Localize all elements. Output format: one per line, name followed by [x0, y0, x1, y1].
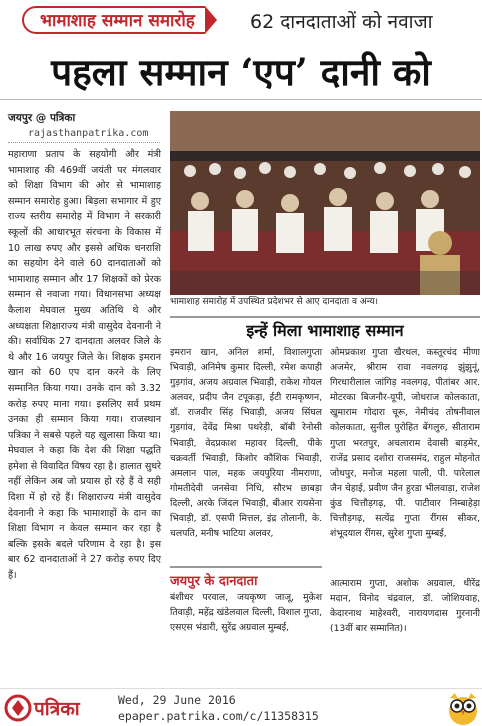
- epaper-link[interactable]: epaper.patrika.com/c/11358315: [118, 709, 319, 723]
- divider: [8, 142, 160, 143]
- article-body: महाराणा प्रताप के सहयोगी और मंत्री भामाशाह की 469वीं जयंती पर मंगलवार को शिक्षा विभाग की ओर से भामाशाह सम्मान समारोह हुआ। बिड़ला सभागार में हुए राज्य स्तरीय समारोह में विभाग ने सरकारी स्कूलों की आधारभूत संरचना के विकास में 10 लाख रुपए और इससे अधिक धनराशि का सहयोग देने वाले 60 दानदाताओं को भामाशाह सम्मान और 17 शिक्षकों को प्रेरक सम्मान से नवाजा गया। विधानसभा अध्यक्ष कैलाश मेघवाल मुख्य अतिथि थे और अध्यक्षता शिक्षाराज्य मंत्री वासुदेव देवनानी ने की। सर्वाधिक 27 दानदाता अलवर जिले के थे और 16 जयपुर जिले के। शिक्षक इमरान खान को 60 एप दान करने के लिए सम्मानित किया गया। उनके दान को 3.32 करोड़ रुपए माना गया। इसलिए सर्व प्रथम उनका ही सम्मान किया गया। राजस्थान पत्रिका ने सबसे पहले यह खुलासा किया था। मेघवाल ने कहा कि देश की शिक्षा पद्धति हमेशा से विवादित विषय रहा है। हालात सुधरे नहीं लेकिन अब जो प्रयास हो रहे हैं वे सही दिशा में हो रहे हैं। शिक्षाराज्य मंत्री वासुदेव देवनानी ने कहा कि भामाशाहों के दान का शिक्षा विभाग न केवल सम्मान कर रहा है बल्कि इसके बदले परिणाम दे रहा है। इस बार 62 दानदाताओं ने 27 करोड़ रुपए दिए हैं।: [8, 149, 161, 582]
- edition-date: Wed, 29 June 2016: [118, 693, 236, 707]
- footer: [0, 688, 482, 726]
- audience-photo-illustration: [170, 111, 480, 295]
- jaipur-donors-column-1: बंशीधर परवाल, जयकृष्ण जाजू, मुकेश तिवाड़ी, महेंद्र खंडेलवाल दिल्ली, विशाल गुप्ता, एसएस भंडारी, सुरेंद्र अग्रवाल मुम्बई,: [170, 592, 322, 634]
- section-title: इन्हें मिला भामाशाह सम्मान: [170, 316, 480, 340]
- patrika-logo: [4, 691, 86, 725]
- dateline: जयपुर @ पत्रिका: [8, 112, 76, 124]
- photo-caption: भामाशाह समारोह में उपस्थित प्रदेशभर से आए दानदाता व अन्य।: [170, 297, 379, 307]
- jaipur-donors-column-2: आत्माराम गुप्ता, अशोक अग्रवाल, धीरेंद्र मदान, विनोद चंद्रवाल, डॉ. जोशियवाह, केदारनाथ माहेश्वरी, नारायणदास गुरनानी (13वीं बार सम्मानित)।: [330, 578, 480, 635]
- event-photo: [170, 111, 480, 295]
- kicker-headline: 62 दानदाताओं को नवाजा: [250, 11, 433, 33]
- kicker-band: [0, 0, 482, 38]
- owl-icon: [446, 690, 480, 726]
- section-kicker: भामाशाह सम्मान समारोह: [22, 6, 205, 34]
- jaipur-donors-title: जयपुर के दानदाता: [170, 566, 322, 588]
- awardee-names-column-1: इमरान खान, अनिल शर्मा, विशालगुप्ता भिवाड़ी, अनिमेष कुमार दिल्ली, रमेश कपाही गुड़गांव, अजय अग्रवाल भिवाड़ी, राकेश गोयल अलवर, प्रदीप जैन टपूकड़ा, ईटी रामकृष्णन, डॉ. राजवीर सिंह भिवाड़ी, अजय सिंघल गुड़गांव, देवेंद्र मिश्रा पथरेड़ी, बॉबी रेनोसी भिवाड़ी, वेदप्रकाश महावर दिल्ली, पीके चक्रवर्ती भिवाड़ी, किशोर कौशिक भिवाड़ी, अमलान पाल, महक जयपुरिया नीमराणा, गोमतीदेवी जनसेवा निधि, सौरभ छाबड़ा दिल्ली, अरके जिंदल भिवाड़ी, बीआर रायसेना भिवाड़ी, डॉ. एसपी मित्तल, इंद्र तोलानी, के. चलपति, मनीष भाटिया अलवर,: [170, 347, 322, 540]
- website-label: rajasthanpatrika.com: [28, 128, 149, 139]
- main-headline: पहला सम्मान ‘एप’ दानी को: [0, 44, 482, 100]
- awardee-names-column-2: ओमप्रकाश गुप्ता खैरथल, कस्तूरचंद मीणा अजमेर, श्रीराम रावा नवलगढ़ झुंझुनूं, गिरधारीलाल जांगिड़ नवलगढ़, पीतांबर आर. मोटरका बिजनौर-यूपी, जोधराज कोलकाता, खुमाराम गोदारा चूरू, नेमीचंद तोषनीवाल कोलकाता, सुनील पुरोहित बेंगलुरु, सीताराम गुप्ता भरतपुर, अचलाराम देवासी बाड़मेर, राजेंद्र प्रसाद दशोरा राजसमंद, राहुल मोहनोत जोधपुर, मनोज महला पाली, पी. पारेलाल जैन चेहाई, प्रवीण जैन हुरडा भीलवाड़ा, राजेश कुंड चित्तौड़गढ़, पी. पाटीवार निम्बाहेड़ा चित्तौड़गढ़, सत्येंद्र गुप्ता रींगस सीकर, शंभूदयाल रींगस, सुरेश गुप्ता मुम्बई,: [330, 347, 480, 540]
- patrika-logo-text: पत्रिका: [34, 698, 80, 720]
